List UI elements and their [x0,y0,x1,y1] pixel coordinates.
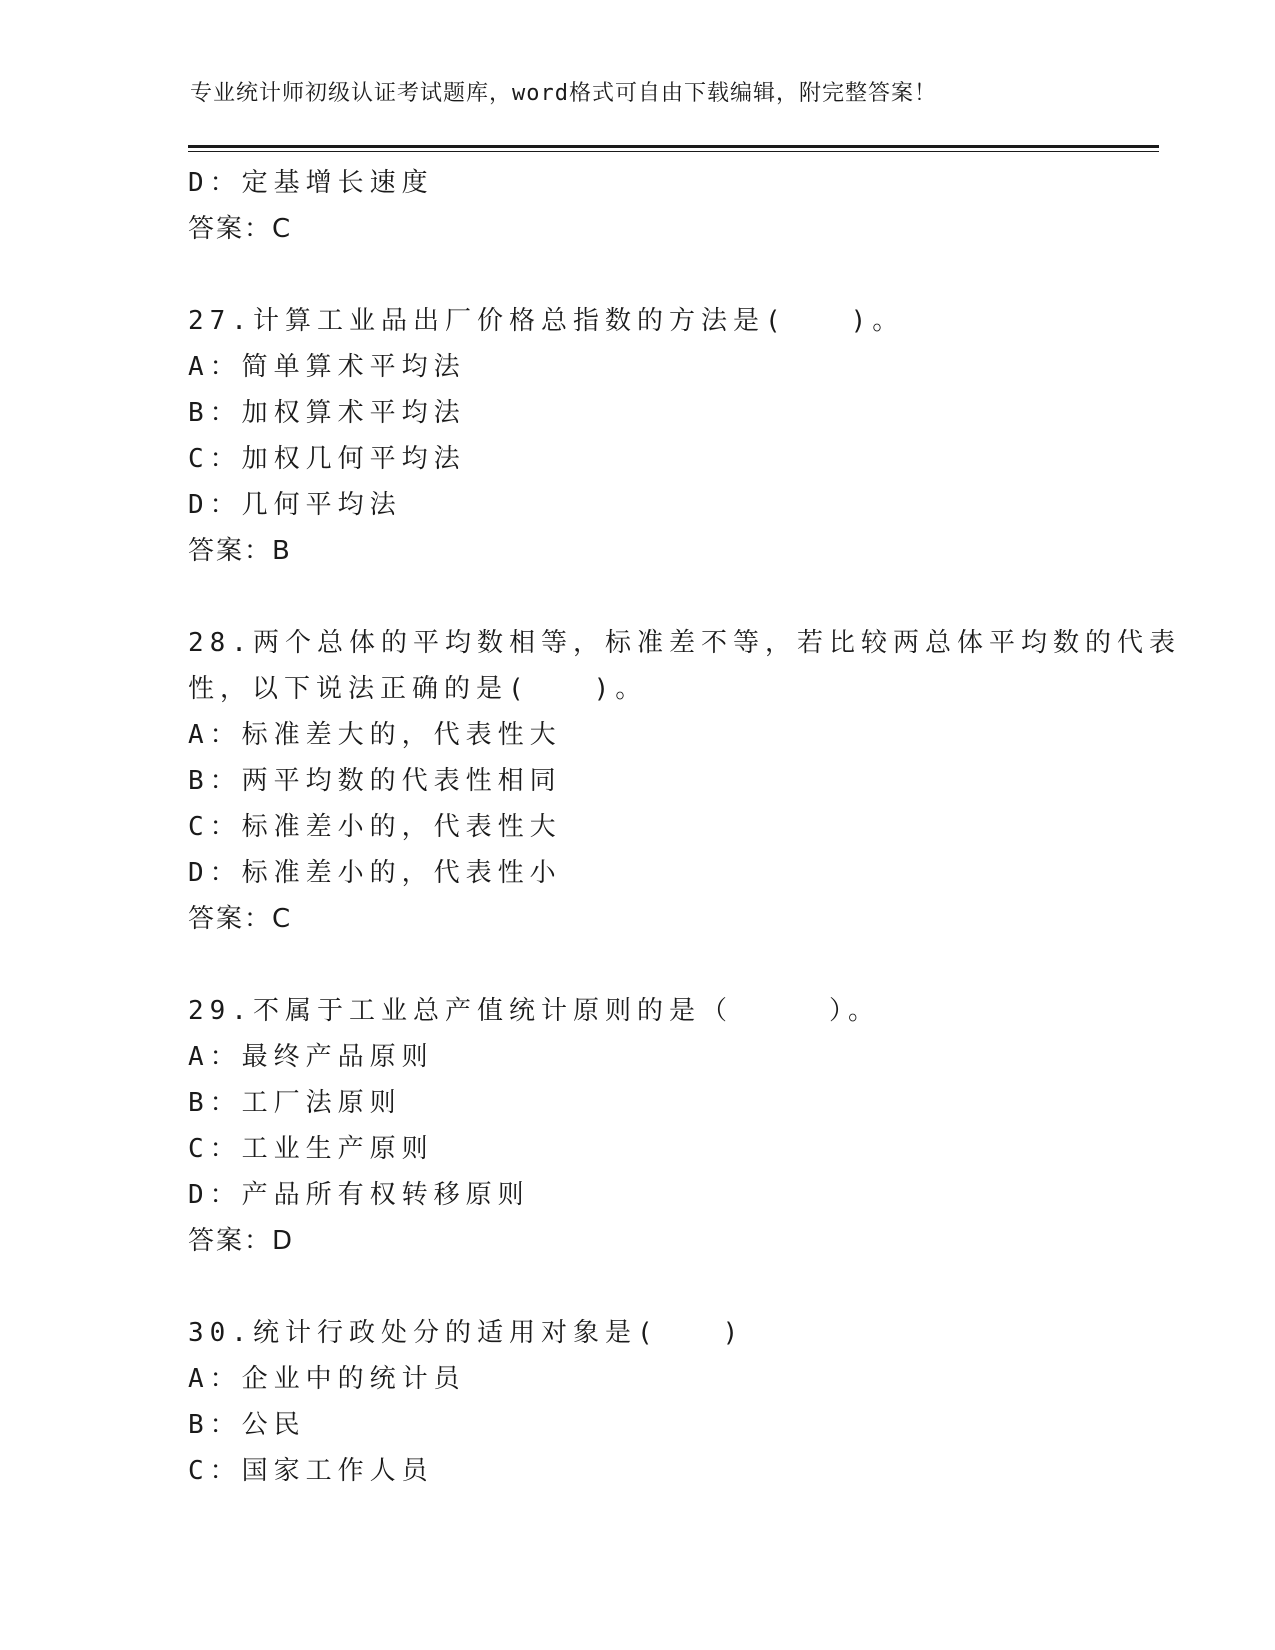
question-stem: 30.统计行政处分的适用对象是( ) [188,1318,745,1348]
spacer [188,942,1088,988]
answer: 答案：D [188,1226,295,1256]
option-b: B：公民 [188,1410,306,1440]
option-d: D：定基增长速度 [188,168,434,198]
option-a: A：最终产品原则 [188,1042,434,1072]
option-d: D：产品所有权转移原则 [188,1180,530,1210]
option-c: C：工业生产原则 [188,1134,434,1164]
answer: 答案：C [188,214,293,244]
question-stem: 28.两个总体的平均数相等，标准差不等，若比较两总体平均数的代表 [188,628,1181,658]
option-c: C：标准差小的，代表性大 [188,812,562,842]
option-a: A：标准差大的，代表性大 [188,720,562,750]
option-b: B：两平均数的代表性相同 [188,766,562,796]
option-c: C：加权几何平均法 [188,444,466,474]
question-stem-continued: 性，以下说法正确的是( )。 [188,674,648,704]
question-stem: 29.不属于工业总产值统计原则的是（ ）。 [188,996,880,1026]
spacer [188,252,1088,298]
option-b: B：工厂法原则 [188,1088,402,1118]
spacer [188,574,1088,620]
header-rule-thin [188,151,1159,152]
option-d: D：几何平均法 [188,490,402,520]
option-a: A：企业中的统计员 [188,1364,466,1394]
answer: 答案：C [188,904,293,934]
question-stem: 27.计算工业品出厂价格总指数的方法是( )。 [188,306,905,336]
question-list [188,160,1181,1494]
page-header: 专业统计师初级认证考试题库，word格式可自由下载编辑，附完整答案！ [190,81,937,106]
option-c: C：国家工作人员 [188,1456,434,1486]
header-rule-thick [188,145,1159,148]
answer: 答案：B [188,536,292,566]
option-b: B：加权算术平均法 [188,398,466,428]
option-d: D：标准差小的，代表性小 [188,858,562,888]
option-a: A：简单算术平均法 [188,352,466,382]
spacer [188,1264,1088,1310]
